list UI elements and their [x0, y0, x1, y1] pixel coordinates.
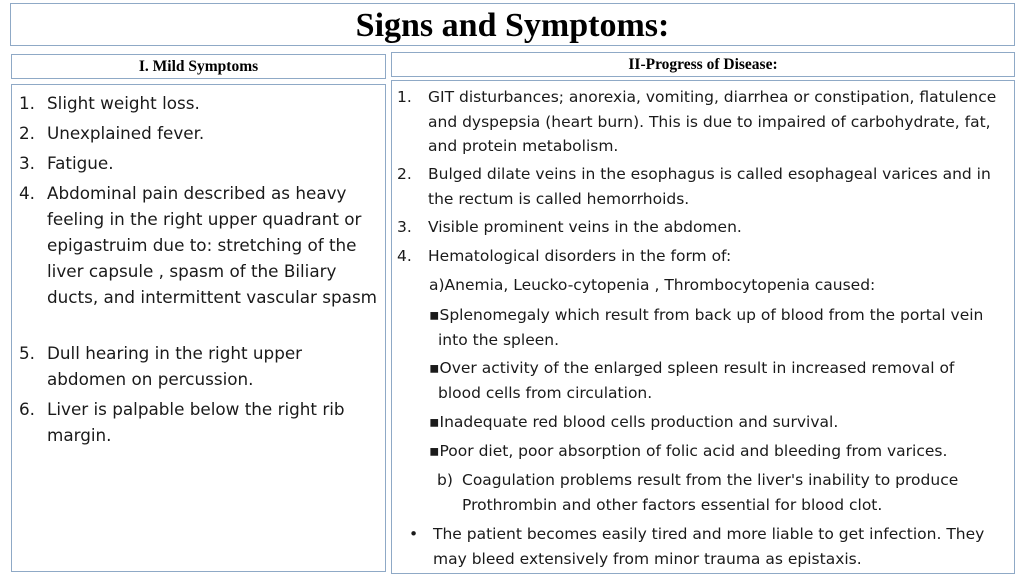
title-box	[10, 3, 1015, 46]
bullet-text: The patient becomes easily tired and more liable to get infection. They may bleed extensively from minor trauma as epistaxis.	[433, 525, 985, 568]
square-bullet-text: ▪Inadequate red blood cells production and survival.	[429, 413, 839, 431]
list-text: Abdominal pain described as heavy feeling in the right upper quadrant or epigastruim due to: stretching of the liver capsule , spasm of the Biliary ducts, and intermittent vascular spasm	[47, 183, 378, 307]
list-text: Unexplained fever.	[47, 123, 205, 143]
list-number: 4.	[397, 247, 412, 265]
list-number: 2.	[397, 165, 412, 183]
bullet-icon: •	[409, 525, 419, 543]
progress-list	[391, 80, 1015, 574]
list-text: Visible prominent veins in the abdomen.	[428, 218, 742, 236]
sub-item-label: b)	[437, 471, 453, 489]
list-number: 1.	[397, 88, 412, 106]
list-number: 3.	[397, 218, 412, 236]
sub-item-text: a)Anemia, Leucko-cytopenia , Thrombocytopenia caused:	[429, 276, 876, 294]
mild-symptoms-heading: I. Mild Symptoms	[138, 58, 259, 75]
list-number: 5.	[19, 343, 36, 363]
mild-symptoms-header	[11, 54, 386, 79]
list-text: Dull hearing in the right upper abdomen on percussion.	[47, 343, 303, 389]
list-number: 2.	[19, 123, 36, 143]
list-text: Fatigue.	[47, 153, 114, 173]
mild-symptoms-list	[11, 84, 386, 572]
progress-header	[391, 52, 1015, 77]
list-text: GIT disturbances; anorexia, vomiting, diarrhea or constipation, flatulence and dyspepsia (heart burn). This is due to impaired of carbohydrate, fat, and protein metabolism.	[428, 88, 997, 155]
list-text: Liver is palpable below the right rib margin.	[47, 399, 345, 445]
list-text: Bulged dilate veins in the esophagus is called esophageal varices and in the rectum is called hemorrhoids.	[428, 165, 991, 208]
page-title: Signs and Symptoms:	[355, 7, 670, 44]
list-number: 1.	[19, 93, 36, 113]
square-bullet-text: ▪Poor diet, poor absorption of folic acid and bleeding from varices.	[429, 442, 948, 460]
square-bullet-text: ▪Splenomegaly which result from back up of blood from the portal vein into the spleen.	[429, 306, 984, 349]
square-bullet-text: ▪Over activity of the enlarged spleen result in increased removal of blood cells from circulation.	[429, 359, 955, 402]
progress-heading: II-Progress of Disease:	[628, 56, 778, 73]
list-text: Slight weight loss.	[47, 93, 200, 113]
list-text: Hematological disorders in the form of:	[428, 247, 732, 265]
list-number: 3.	[19, 153, 36, 173]
list-number: 4.	[19, 183, 36, 203]
sub-item-text: Coagulation problems result from the liver's inability to produce Prothrombin and other factors essential for blood clot.	[462, 471, 959, 514]
list-number: 6.	[19, 399, 36, 419]
